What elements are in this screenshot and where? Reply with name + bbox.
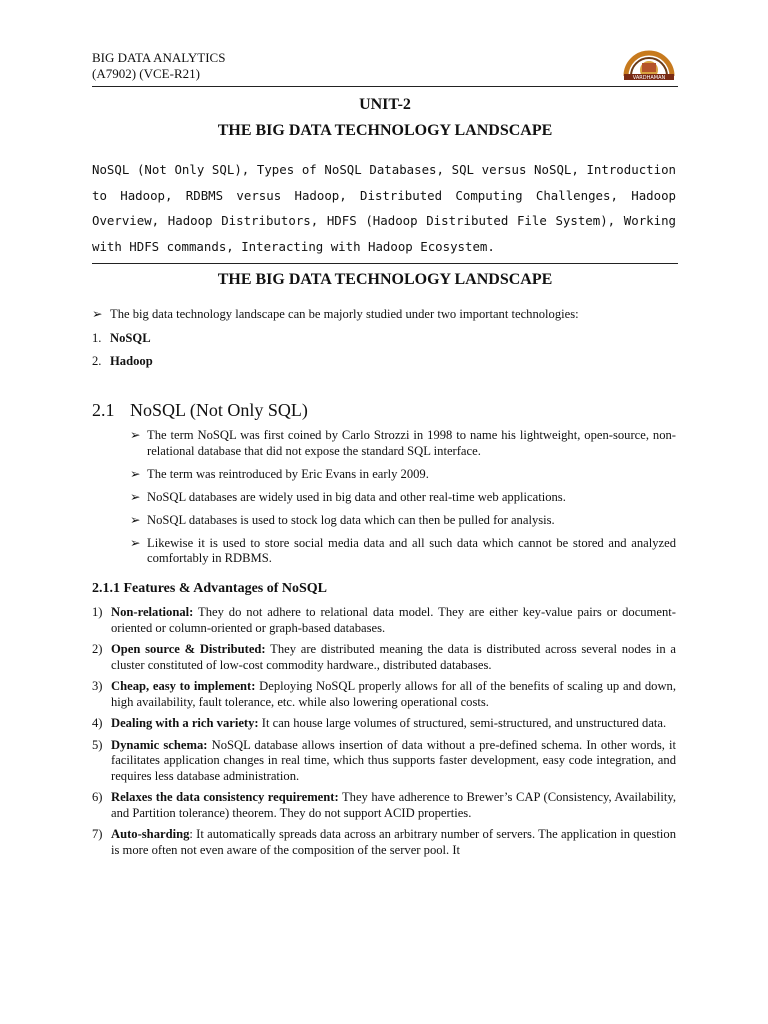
feature-item [92,790,676,821]
feature-item [92,827,676,858]
course-name: BIG DATA ANALYTICS [92,50,226,65]
list-item-text: The term NoSQL was first coined by Carlo Strozzi in 1998 to name his lightweight, open-source, non-relational database that did not expose the standard SQL interface. [147,428,676,458]
feature-term: Open source & Distributed: [111,642,266,656]
list-item [130,513,676,529]
section-heading-text: NoSQL (Not Only SQL) [130,400,308,420]
feature-text [111,790,676,821]
features-list [92,605,676,864]
feature-description: It can house large volumes of structured, semi-structured, and unstructured data. [261,716,667,730]
feature-term: Dynamic schema: [111,737,208,752]
feature-description: Deploying NoSQL properly allows for all of the benefits of scaling up and down, high availability, fault tolerance, etc. while also lowering operational costs. [111,679,676,709]
feature-description: : It automatically spreads data across an arbitrary number of servers. The application in question is more often not even aware of the composition of the server pool. It [111,827,676,857]
feature-description: They are distributed meaning the data is distributed across several nodes in a cluster constituted of low-cost commodity hardware., distributed databases. [111,642,676,672]
feature-term: Cheap, easy to implement: [111,679,256,693]
list-number: 1. [92,331,102,345]
arrow-bullet-icon: ➢ [130,489,141,504]
page-title: THE BIG DATA TECHNOLOGY LANDSCAPE [217,122,553,139]
intro-bullet [92,307,676,323]
list-number: 6) [92,790,103,804]
feature-text [111,827,676,858]
section-number: 2.1 [92,400,115,420]
feature-description: NoSQL database allows insertion of data without a pre-defined schema. In other words, it facilitates application changes in real time, which thus supports faster development, easy code integration, and requires less database administration. [111,737,676,783]
list-number: 2) [92,642,103,656]
list-item [130,467,676,483]
course-code: (A7902) (VCE-R21) [92,66,200,81]
feature-text [111,679,676,710]
nosql-bullet-list [130,428,676,574]
list-number: 2. [92,354,102,368]
feature-term: Relaxes the data consistency requirement: [111,790,339,804]
feature-item [92,679,676,710]
subsection-heading: 2.1.1 Features & Advantages of NoSQL [92,581,328,596]
list-number: 4) [92,716,103,730]
list-item-text: NoSQL databases are widely used in big data and other real-time web applications. [147,489,566,504]
arrow-bullet-icon: ➢ [130,428,141,442]
list-number: 5) [92,737,103,752]
technology-item [92,354,153,370]
feature-term: Dealing with a rich variety: [111,716,259,730]
feature-description: They do not adhere to relational data model. They are either key-value pairs or document-oriented or column-oriented or graph-based databases. [111,605,676,635]
technology-item [92,331,151,347]
arrow-bullet-icon: ➢ [92,307,103,321]
feature-item [92,738,676,785]
feature-item [92,642,676,673]
feature-text [111,605,676,636]
arrow-bullet-icon: ➢ [130,466,141,481]
feature-item [92,716,676,732]
list-item [130,428,676,459]
feature-text [111,738,676,785]
feature-text [111,642,676,673]
list-item-text: NoSQL databases is used to stock log data which can then be pulled for analysis. [147,512,555,527]
feature-text [111,716,676,732]
feature-term: Auto-sharding [111,827,190,841]
section-title: THE BIG DATA TECHNOLOGY LANDSCAPE [217,271,553,288]
intro-bullet-text: The big data technology landscape can be majorly studied under two important technologies: [110,307,579,321]
college-seal-logo-icon [620,46,678,84]
list-number: 7) [92,827,103,841]
list-item [130,490,676,506]
feature-description: They have adherence to Brewer’s CAP (Consistency, Availability, and Partition tolerance) theorem. They do not support ACID properties. [111,790,676,820]
divider [92,263,678,264]
syllabus-paragraph: NoSQL (Not Only SQL), Types of NoSQL Databases, SQL versus NoSQL, Introduction to Hadoop, RDBMS versus Hadoop, Distributed Computing Challenges, Hadoop Overview, Hadoop Distributors, HDFS (Hadoop Distributed File System), Working with HDFS commands, Interacting with Hadoop Ecosystem. [92,162,676,254]
section-2-1-heading [92,400,308,421]
list-item [130,536,676,567]
list-number: 3) [92,679,103,693]
technology-name: NoSQL [110,331,151,345]
arrow-bullet-icon: ➢ [130,535,141,550]
technology-name: Hadoop [110,354,153,368]
feature-term: Non-relational: [111,605,194,619]
list-item-text: The term was reintroduced by Eric Evans in early 2009. [147,466,429,481]
list-number: 1) [92,605,103,619]
unit-label: UNIT-2 [359,96,411,113]
arrow-bullet-icon: ➢ [130,512,141,527]
svg-text:VARDHAMAN: VARDHAMAN [632,75,666,81]
list-item-text: Likewise it is used to store social media data and all such data which cannot be stored and analyzed comfortably in RDBMS. [147,535,676,565]
page-header [92,50,678,87]
feature-item [92,605,676,636]
